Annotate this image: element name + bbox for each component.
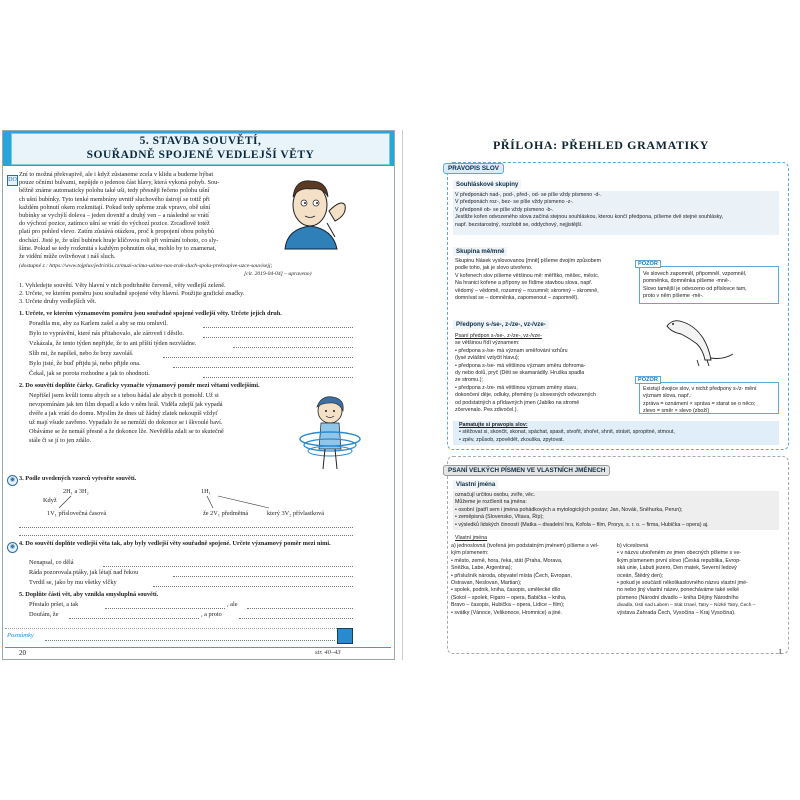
- col-b-line: lkým písmenem první slovo (Česká republika, Evrop-: [617, 557, 741, 564]
- exercise-3-title: 3. Podle uvedených vzorců vytvořte souvětí.: [19, 475, 137, 482]
- souhlaska-line: Jestliže kořen odvozeného slova začíná stejnou souhláskou, kterou končí předpona, píšeme dvě stejné souhlásky,: [455, 214, 724, 221]
- man-listening-illustration: [265, 171, 355, 251]
- exercise-4-line: Nenapsal, co dělá: [29, 559, 74, 566]
- answer-line[interactable]: [203, 327, 353, 328]
- vlastni2-title: Vlastní jména: [455, 535, 488, 541]
- me-line: vědomý – vědomě, rozumný – rozumně; skromný – skromně,: [455, 287, 599, 294]
- pozor2-line: význam slova, např.:: [643, 393, 692, 400]
- vlastni-line: • osobní (patří sem i jména pohádkových a mytologických postav; Jan, Novák, Sněhurka, Perun);: [455, 506, 683, 513]
- formula-diagram-lines: [43, 493, 303, 511]
- col-b-line: no nebo jiný vlastní název, ponecháváme také velké: [617, 587, 740, 594]
- col-a-line: a) jednoslovná (tvořená jen podstatným jménem) píšeme s vel-: [451, 543, 599, 549]
- footer-rule: [5, 647, 391, 648]
- intro-line: Zní to možná překvapivě, ale i když zůstaneme zcela v klidu a budeme hýbat: [19, 171, 214, 178]
- col-b-line: výstava Zahrada Čech, Vysočina – Kraj Vysočina).: [617, 609, 736, 616]
- pozor2-line: Existují dvojice slov, v nichž předpony s-/z- mění: [643, 386, 757, 392]
- intro-line: platí pro pohled vlevo. Zatím zůstává otázkou, proč k propojení obou pohybů: [19, 228, 214, 236]
- answer-line[interactable]: [69, 618, 199, 619]
- me-line: domnívat se – domněnka, zapomenout – zapomněl).: [455, 295, 579, 301]
- souhlaska-line: např. bezstarostný, rozzlobit se, oddychový, nejjistější.: [455, 221, 583, 228]
- answer-line[interactable]: [19, 527, 353, 528]
- me-line: Na hranici kořene a přípony se řídíme stavbou slova, např.: [455, 280, 593, 287]
- exercise-5-title: 5. Doplňte části vět, aby vznikla smysluplná souvětí.: [19, 591, 159, 598]
- me-line: Skupinu hlásek vyslovovanou [mně] píšeme dvojím způsobem: [455, 258, 602, 264]
- col-a-line: kým písmenem:: [451, 550, 489, 557]
- answer-line[interactable]: [19, 535, 353, 536]
- answer-line[interactable]: [105, 608, 225, 609]
- exercise-2-line: nevzpomínám jak ten film dopadl a kdo v něm hrál. Viděla zdejší jak vypadá: [29, 401, 223, 408]
- chapter-title-line2: SOUŘADNĚ SPOJENÉ VEDLEJŠÍ VĚTY: [86, 149, 315, 161]
- col-b-line: b) víceslovná: [617, 543, 649, 549]
- task-line: 2. Určete, ve kterém poměru jsou souřadně spojené věty hlavní. Použijte grafické značky.: [19, 290, 245, 297]
- answer-line[interactable]: [153, 586, 353, 587]
- exercise-1-line: Slíb mi, že napíšeš, nebo že brzy zavoláš.: [29, 350, 134, 357]
- exercise-4-line: Ráda pozorovala ptáky, jak létají nad řekou: [29, 569, 139, 576]
- pozor1-line: Slovo tamější je odvozeno od příslovce tam,: [643, 285, 747, 292]
- exercise-1-line: Poradila mu, aby za Karlem zašel a aby se mu omluvil.: [29, 320, 168, 327]
- intro-line: běžně známe automaticky polohu také uši, tedy přesněji řečeno polohu ušní: [19, 187, 210, 195]
- intro-line: dochází. Jisté je, že ušní bubínek hraje klíčovou roli při vnímání tohoto, co sly-: [19, 236, 219, 244]
- predpony-line: • předpona z-/ze- má většinou význam změny stavu,: [455, 384, 578, 391]
- predpony-line: • předpona s-/se- má většinou význam směru dohroma-: [455, 362, 586, 369]
- col-a-line: • příslušník národa, obyvatel místa (Čech, Evropan,: [451, 572, 572, 579]
- exercise-2-line: Nepřišel jsem kvůli tomu abych se s tebou hádal ale abych ti pomohl. Už si: [29, 392, 219, 399]
- souhlaska-line: V předponách roz-, bez- se píše vždy písmeno -z-.: [455, 199, 574, 206]
- exercise-1-line: Bylo to vyprávění, které nás přitahovalo, ale zároveň i děsilo.: [29, 330, 184, 337]
- corner-badge-icon: [337, 628, 353, 644]
- answer-line[interactable]: [103, 566, 353, 567]
- vlastni-line: • výsledků lidských činností (Matka – divadelní hra, Kofola – film, Prorys, s. r. o. – firma, Hubička – opera) aj.: [455, 521, 709, 528]
- col-b-line: oceán, Štědrý den);: [617, 572, 664, 579]
- pozor2-line: zlevo = směr × slevo (zboží): [643, 408, 710, 415]
- formula-mid: 1H₁: [201, 488, 211, 495]
- exercise-1-title: 1. Určete, ve kterém významovém poměru jsou souřadně spojené vedlejší věty. Určete jejich druh.: [19, 310, 282, 317]
- pozor1-line: proto v něm píšeme -mě-.: [643, 293, 704, 300]
- exercise-1-line: Bylo jisté, že buď přijdu já, nebo přijde ona.: [29, 360, 141, 367]
- col-a-line: Sněžka, Labe, Argentina);: [451, 565, 512, 572]
- pamatujte-line: • zpěv, způsob, zpovědět, zkouška, zpytovat.: [459, 436, 565, 443]
- pamatujte-line: • stěžovat si, skončit, skonat, spáchat, spasit, stvořit, shořet, shnít, strávit, spropitné, stmout,: [459, 429, 675, 436]
- souhlaska-line: V předponě ob- se píše vždy písmeno -b-.: [455, 206, 554, 213]
- formula-v3: který 3V₂ přívlastková: [267, 510, 325, 517]
- predpony-line: (lysé zvláštní vztyčit hlavu);: [455, 355, 520, 362]
- answer-line[interactable]: [203, 377, 353, 378]
- predpony-line: dy nebo dolů, pryč (Děti se skamarádily. Hruška spadla: [455, 370, 585, 376]
- left-page: [2, 130, 395, 660]
- intro-line: bubínky se vychýlí doleva – jeden dovnitř a druhý ven – a následně se vrátí: [19, 212, 209, 219]
- right-page: [402, 130, 798, 660]
- page-number: 20: [19, 649, 26, 657]
- chapter-header: [3, 131, 394, 166]
- owl-icon: ◉: [7, 542, 18, 553]
- predpony-line: • předpona s-/se- má význam směřování vzhůru: [455, 347, 568, 354]
- chapter-title-line1: 5. STAVBA SOUVĚTÍ,: [139, 135, 262, 147]
- task-line: 1. Vyhledejte souvětí. Věty hlavní v nich podtrhněte červeně, věty vedlejší zeleně.: [19, 282, 226, 289]
- weasel-illustration: [659, 308, 749, 368]
- exercise-2-line: Obáváme se že nemáš přesně a že dokonce lže. Nevěděla zdali se to skutečně: [29, 428, 224, 435]
- col-b-line: divadla, Ústí nad Labem – Stát Izrael, Tatry – Nízké Tatry, Čech –: [617, 603, 756, 609]
- text-icon: DO: [7, 175, 18, 186]
- intro-line: pouze očními bulvami, nepůjde o jedenou část hlavy, která vykoná pohyb. Sou-: [19, 179, 220, 187]
- col-b-line: • v názvu utvořeném ze jmen obecných píšeme s ve-: [617, 550, 742, 557]
- pozor-label-2: POZOR: [635, 376, 661, 384]
- intro-line: do výchozí pozice, zatímco ušní se vrátí do výchozí pozice. Zrcadlově totéž: [19, 220, 210, 228]
- owl-icon: ◉: [7, 475, 18, 486]
- notes-footer: [5, 628, 343, 649]
- notes-label: Poznámky: [7, 632, 34, 639]
- answer-line[interactable]: [239, 618, 353, 619]
- col-a-line: (Sokol – spolek, Figaro – opera, Babička – kniha,: [451, 594, 567, 601]
- chapter-title-box: [11, 133, 390, 165]
- pamatujte-title: Pamatujte si pravopis slov:: [459, 422, 528, 428]
- souhlaska-line: V předponách nad-, pod-, před-, od- se píše vždy písmeno -d-.: [455, 192, 602, 198]
- formula-v2: že 2V₁ předmětná: [203, 510, 249, 517]
- intro-line: ch ušní bubínky. Tyto tenké membrány uvnitř sluchového ústrojí se totiž při: [19, 195, 210, 203]
- formula-top: 2H₁ a 3H₂: [63, 488, 89, 495]
- vlastni-line: • zeměpisná (Slovensko, Vltava, Říp);: [455, 514, 544, 521]
- exercise-5-line-b: , a proto: [201, 611, 222, 618]
- predpony-line: ze stromu.);: [455, 377, 483, 384]
- subsection-predpony: Předpony s-/se-, z-/ze-, vz-/vze-: [453, 320, 549, 329]
- intro-line: každém pohnutí okem rozkmitají. Pokud tedy upřeme zrak vpravo, obě ušní: [19, 203, 211, 211]
- answer-line[interactable]: [173, 576, 353, 577]
- exercise-1-line: Vzkázala, že tento týden nepřijde, že to ani příští týden nezvládne.: [29, 340, 197, 347]
- page-number: I: [779, 648, 782, 656]
- col-b-line: ská unie, Labutí jezero, Den matek, Severní ledový: [617, 565, 737, 572]
- pozor1-line: pomněnka, domněnka píšeme -mně-.: [643, 278, 732, 285]
- col-a-line: • spolek, podnik, kniha, časopis, umělecké dílo: [451, 587, 561, 594]
- source-citation: (dostupné z : https://www.tojplus/jedrickis.cz/muzi-ocima-uzimo-nas-zrak-sluch-spolu-prekvapive-uzce-souvisejj;: [19, 263, 273, 269]
- predpony-line: se většinou řídí významem:: [455, 340, 520, 347]
- predpony-line: od podstatných a přídavných jmen (Jablko na stromě: [455, 399, 580, 406]
- pozor1-line: Ve slovech zapomněl, připomněl, vzpomněl,: [643, 271, 747, 277]
- exercise-4-line: Tvrdil se, jako by mu všetky vlčky: [29, 579, 117, 586]
- exercise-5-line-a: Doufám, že: [29, 611, 59, 618]
- me-line: podle toho, jak je slovo utvořeno.: [455, 265, 533, 272]
- col-b-line: • pokud je součástí několikaslovného názvu vlastní jmé-: [617, 580, 748, 586]
- col-a-line: • svátky (Vánoce, Velikonoce, Hromnice) a jiné.: [451, 609, 563, 616]
- exercise-4-title: 4. Do souvětí doplňte vedlejší věta tak, aby byly vedlejší věty souřadně spojené. Určete významový poměr mezi nimi.: [19, 540, 331, 547]
- exercise-2-title: 2. Do souvětí doplňte čárky. Graficky vyznačte významový poměr mezi větami vedlejšími.: [19, 382, 260, 389]
- answer-line[interactable]: [247, 608, 353, 609]
- exercise-2-line: už mají všude zavřeno. Vypadalo že se nemůží do dokonce se i škvoulé baví.: [29, 419, 223, 426]
- formula-kdyz: Když: [43, 497, 57, 504]
- answer-line[interactable]: [233, 347, 353, 348]
- predpony-line: dokončení děje, odluky, přeměny (u slovesných odvozených: [455, 392, 596, 399]
- answer-line[interactable]: [173, 367, 353, 368]
- vlastni-line: označují určitou osobu, zvíře, věc.: [455, 492, 536, 498]
- task-line: 3. Určete druhy vedlejších vět.: [19, 298, 97, 305]
- pozor2-line: zpráva = oznámení × správa = starat se o něco;: [643, 400, 756, 407]
- answer-line[interactable]: [163, 357, 353, 358]
- answer-line[interactable]: [203, 337, 353, 338]
- subsection-vlastni-jmena: Vlastní jména: [453, 480, 498, 489]
- tab-pravopis-slov: PRAVOPIS SLOV: [443, 163, 504, 174]
- vlastni-line: Můžeme je rozčlenit na jména:: [455, 499, 527, 506]
- predpony-line: Psaní předpon s-/se-, z-/ze-, vz-/vze-: [455, 333, 542, 339]
- girl-hula-hoop-illustration: [295, 393, 365, 473]
- page-reference: str. 40–43: [315, 649, 341, 656]
- col-a-line: • město, země, hora, řeka, stát (Praha, Morava,: [451, 557, 563, 564]
- notes-line[interactable]: [45, 640, 335, 641]
- exercise-2-line: stále či se jí to jen zdálo.: [29, 437, 92, 444]
- subsection-souhlaskove-skupiny: Souhláskové skupiny: [453, 180, 521, 189]
- source-date: [cit. 2019-04-04] – upraveno): [244, 271, 312, 277]
- exercise-5-line-a: Přestalo pršet, a tak: [29, 601, 79, 608]
- appendix-title: PŘÍLOHA: PŘEHLED GRAMATIKY: [492, 138, 710, 152]
- me-line: V kořenech slov píšeme většinou mě: měřítko, měšec, měsíc.: [455, 272, 600, 279]
- tab-psani-velkych-pismen: PSANÍ VELKÝCH PÍSMEN VE VLASTNÍCH JMÉNECH: [443, 465, 610, 476]
- intro-line: že vidění může ovlivňovat i náš sluch.: [19, 253, 116, 260]
- subsection-me-mne: Skupina mě/mně: [453, 247, 507, 256]
- col-b-line: písmeno (Národní divadlo – kniha Dějiny Národního: [617, 594, 739, 601]
- predpony-line: zčervenalo. Pes zdivočel.).: [455, 407, 519, 413]
- col-a-line: Bravo – časopis, Hubička – opera, Lidice – film);: [451, 602, 565, 609]
- formula-v1: 1V₁ příslovečná časová: [47, 510, 107, 517]
- exercise-1-line: Čekal, jak se porota rozhodne a jak to ohodnotí.: [29, 370, 150, 377]
- intro-line: šíme. Pokud se tedy rozkmitá s každým pohnutím oka, mohlo by to znamenat,: [19, 244, 217, 252]
- pozor-label-1: POZOR: [635, 260, 661, 268]
- exercise-5-line-b: , ale: [227, 601, 238, 608]
- exercise-2-line: dvéře a jak vrátí do domu. Myslím že dnes už žádný zlatek nekoupíš vždyť: [29, 410, 219, 417]
- col-a-line: Ostravan, Neslovan, Martian);: [451, 580, 522, 586]
